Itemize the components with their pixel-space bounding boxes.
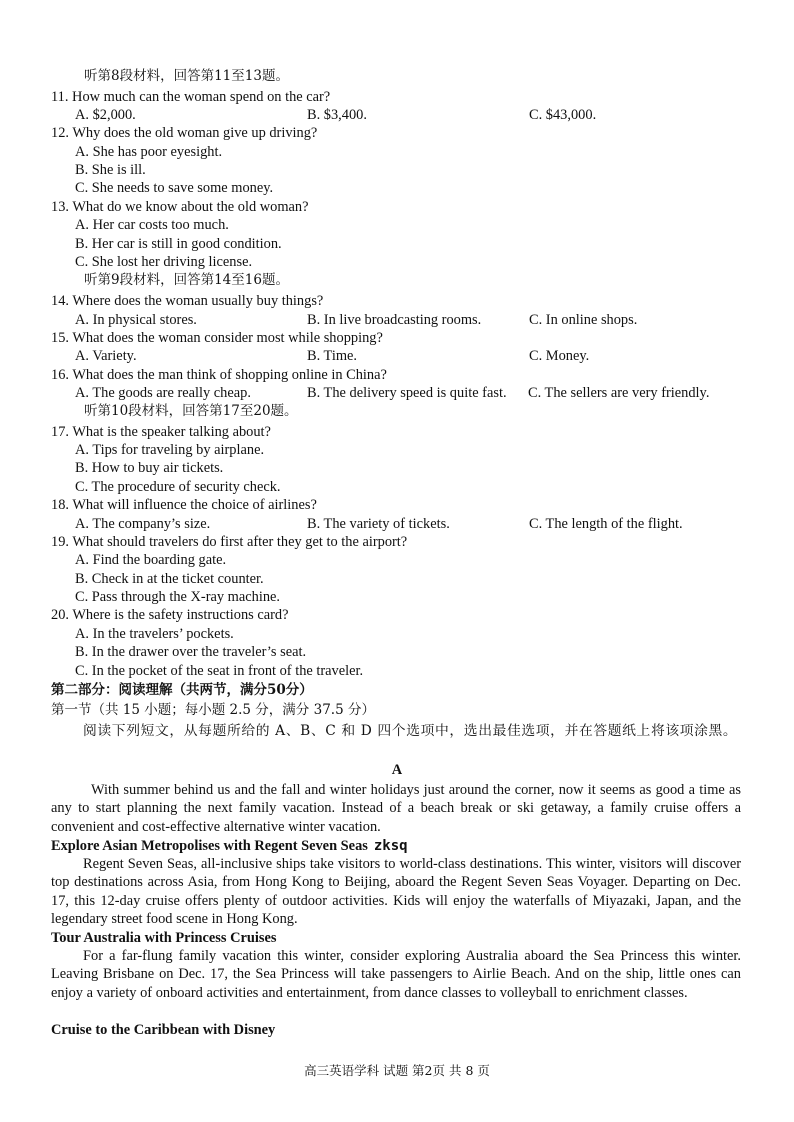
part-two-title: 第二部分：阅读理解（共两节，满分50分） (51, 682, 313, 698)
q12-option-c: C. She needs to save some money. (75, 180, 274, 196)
question-17: 17. What is the speaker talking about? (51, 424, 271, 440)
q18-option-a: A. The company’s size. (75, 516, 211, 532)
heading-regent (51, 837, 408, 855)
q13-option-c: C. She lost her driving license. (75, 254, 253, 270)
q14-option-c: C. In online shops. (529, 312, 638, 328)
q17-option-c: C. The procedure of security check. (75, 479, 281, 495)
heading-disney: Cruise to the Caribbean with Disney (51, 1022, 276, 1038)
q11-option-b: B. $3,400. (307, 107, 367, 123)
q15-option-c: C. Money. (529, 348, 590, 364)
passage-intro: With summer behind us and the fall and winter holidays just around the corner, now it seems as good a time as any to start planning the next family vacation. Instead of a beach break or ski getaway, a family cruise offers a convenient and cost-effective alternative winter vacation. (51, 782, 741, 835)
heading-princess: Tour Australia with Princess Cruises (51, 930, 277, 946)
q17-option-a: A. Tips for traveling by airplane. (75, 442, 265, 458)
question-20: 20. Where is the safety instructions card? (51, 607, 289, 623)
q17-option-b: B. How to buy air tickets. (75, 460, 224, 476)
q15-option-b: B. Time. (307, 348, 357, 364)
question-14: 14. Where does the woman usually buy things? (51, 293, 324, 309)
watermark-text: zksq (373, 838, 408, 854)
question-12: 12. Why does the old woman give up driving? (51, 125, 318, 141)
q18-option-c: C. The length of the flight. (529, 516, 683, 532)
page-footer: 高三英语学科 试题 第2页 共 8 页 (304, 1063, 490, 1078)
q11-option-c: C. $43,000. (529, 107, 597, 123)
q16-option-c: C. The sellers are very friendly. (528, 385, 710, 401)
paragraph-princess: For a far-flung family vacation this winter, consider exploring Australia aboard the Sea Princess this winter. Leaving Brisbane on Dec. 17, the Sea Princess will take passengers to Airlie Beach. And on the ship, little ones can enjoy a variety of onboard activities and entertainment, from dance classes to volleyball to enrichment classes. (51, 948, 741, 1001)
passage-label: A (391, 762, 403, 778)
section-9-instruction: 听第9段材料，回答第14至16题。 (84, 272, 289, 288)
reading-instructions: 阅读下列短文，从每题所给的 A、B、C 和 D 四个选项中，选出最佳选项，并在答题纸上将该项涂黑。 (83, 723, 738, 739)
question-15: 15. What does the woman consider most while shopping? (51, 330, 383, 346)
question-11: 11. How much can the woman spend on the car? (51, 89, 331, 105)
question-16: 16. What does the man think of shopping online in China? (51, 367, 387, 383)
paragraph-regent: Regent Seven Seas, all-inclusive ships take visitors to world-class destinations. This winter, visitors will discover top destinations across Asia, from Hong Kong to Beijing, aboard the Regent Seven Seas Voyager. Departing on Dec. 17, this 12-day cruise offers plenty of outdoor activities. Kids will enjoy the waterfalls of Miyazaki, Japan, and the legendary street food scene in Hong Kong. (51, 856, 741, 927)
q14-option-a: A. In physical stores. (75, 312, 197, 328)
q15-option-a: A. Variety. (75, 348, 137, 364)
question-18: 18. What will influence the choice of airlines? (51, 497, 317, 513)
section-8-instruction: 听第8段材料，回答第11至13题。 (84, 68, 289, 84)
q12-option-a: A. She has poor eyesight. (75, 144, 223, 160)
q13-option-b: B. Her car is still in good condition. (75, 236, 282, 252)
q20-option-a: A. In the travelers’ pockets. (75, 626, 234, 642)
q19-option-c: C. Pass through the X-ray machine. (75, 589, 281, 605)
q16-option-b: B. The delivery speed is quite fast. (307, 385, 507, 401)
heading-regent-text: Explore Asian Metropolises with Regent Seven Seas (51, 838, 368, 854)
q20-option-c: C. In the pocket of the seat in front of the traveler. (75, 663, 364, 679)
q12-option-b: B. She is ill. (75, 162, 146, 178)
q18-option-b: B. The variety of tickets. (307, 516, 450, 532)
q16-option-a: A. The goods are really cheap. (75, 385, 251, 401)
section-10-instruction: 听第10段材料，回答第17至20题。 (84, 403, 298, 419)
q20-option-b: B. In the drawer over the traveler’s seat. (75, 644, 307, 660)
q11-option-a: A. $2,000. (75, 107, 136, 123)
question-13: 13. What do we know about the old woman? (51, 199, 309, 215)
q19-option-a: A. Find the boarding gate. (75, 552, 227, 568)
q14-option-b: B. In live broadcasting rooms. (307, 312, 482, 328)
section-one-title: 第一节（共 15 小题；每小题 2.5 分，满分 37.5 分） (51, 702, 375, 718)
q13-option-a: A. Her car costs too much. (75, 217, 229, 233)
q19-option-b: B. Check in at the ticket counter. (75, 571, 264, 587)
question-19: 19. What should travelers do first after they get to the airport? (51, 534, 408, 550)
